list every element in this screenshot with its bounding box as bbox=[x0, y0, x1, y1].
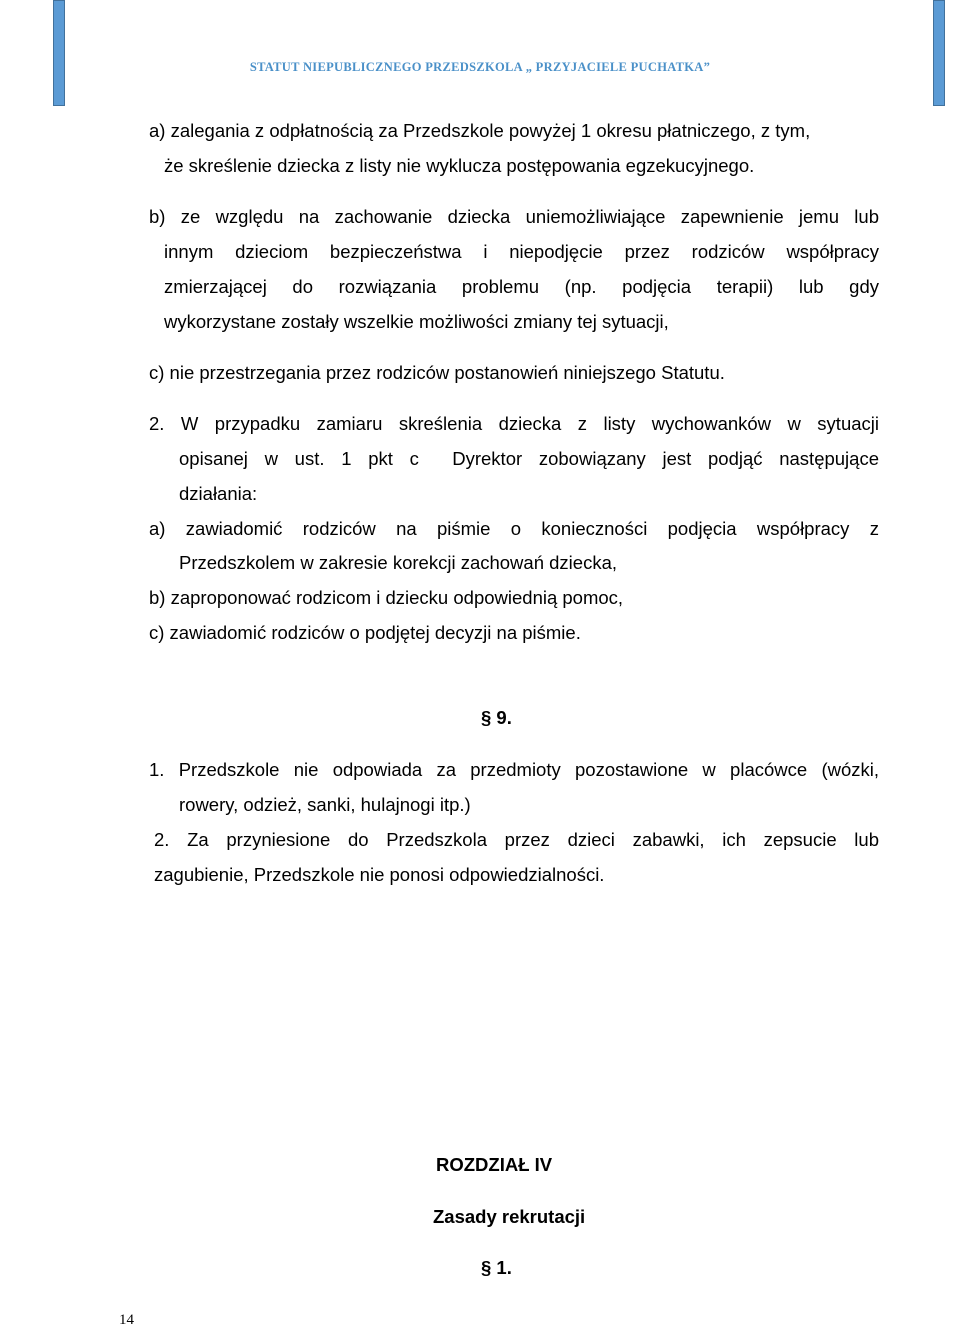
text-line: działania: bbox=[179, 483, 258, 504]
text-line: że skreślenie dziecka z listy nie wyklucza postępowania egzekucyjnego. bbox=[164, 155, 755, 176]
text-line: b) ze względu na zachowanie dziecka uniemożliwiające zapewnienie jemu lub bbox=[149, 206, 879, 227]
right-header-bar bbox=[933, 0, 945, 106]
text-line: c) nie przestrzegania przez rodziców postanowień niniejszego Statutu. bbox=[149, 362, 725, 383]
text-line: zmierzającej do rozwiązania problemu (np. podjęcia terapii) lub gdy bbox=[164, 276, 879, 297]
text-line: c) zawiadomić rodziców o podjętej decyzji na piśmie. bbox=[149, 622, 581, 643]
text-line: zagubienie, Przedszkole nie ponosi odpowiedzialności. bbox=[154, 864, 605, 885]
text-line: b) zaproponować rodzicom i dziecku odpowiednią pomoc, bbox=[149, 587, 624, 608]
text-line: 1. Przedszkole nie odpowiada za przedmioty pozostawione w placówce (wózki, bbox=[149, 759, 879, 780]
page-number: 14 bbox=[119, 1312, 134, 1328]
left-header-bar bbox=[53, 0, 65, 106]
text-line: Przedszkolem w zakresie korekcji zachowań dziecka, bbox=[179, 552, 618, 573]
page-header: STATUT NIEPUBLICZNEGO PRZEDSZKOLA „ PRZYJACIELE PUCHATKA” bbox=[249, 60, 711, 74]
section-heading: § 9. bbox=[481, 707, 512, 728]
chapter-title: Zasady rekrutacji bbox=[433, 1206, 586, 1227]
text-line: opisanej w ust. 1 pkt c Dyrektor zobowiązany jest podjąć następujące bbox=[179, 448, 879, 469]
text-line: wykorzystane zostały wszelkie możliwości zmiany tej sytuacji, bbox=[164, 311, 669, 332]
text-line: innym dzieciom bezpieczeństwa i niepodjęcie przez rodziców współpracy bbox=[164, 241, 879, 262]
text-line: a) zawiadomić rodziców na piśmie o konieczności podjęcia współpracy z bbox=[149, 518, 879, 539]
chapter-heading: ROZDZIAŁ IV bbox=[436, 1154, 553, 1175]
text-line: 2. Za przyniesione do Przedszkola przez dzieci zabawki, ich zepsucie lub bbox=[154, 829, 879, 850]
section-heading: § 1. bbox=[481, 1257, 512, 1278]
text-line: a) zalegania z odpłatnością za Przedszkole powyżej 1 okresu płatniczego, z tym, bbox=[149, 120, 811, 141]
text-line: rowery, odzież, sanki, hulajnogi itp.) bbox=[179, 794, 471, 815]
text-line: 2. W przypadku zamiaru skreślenia dziecka z listy wychowanków w sytuacji bbox=[149, 413, 879, 434]
